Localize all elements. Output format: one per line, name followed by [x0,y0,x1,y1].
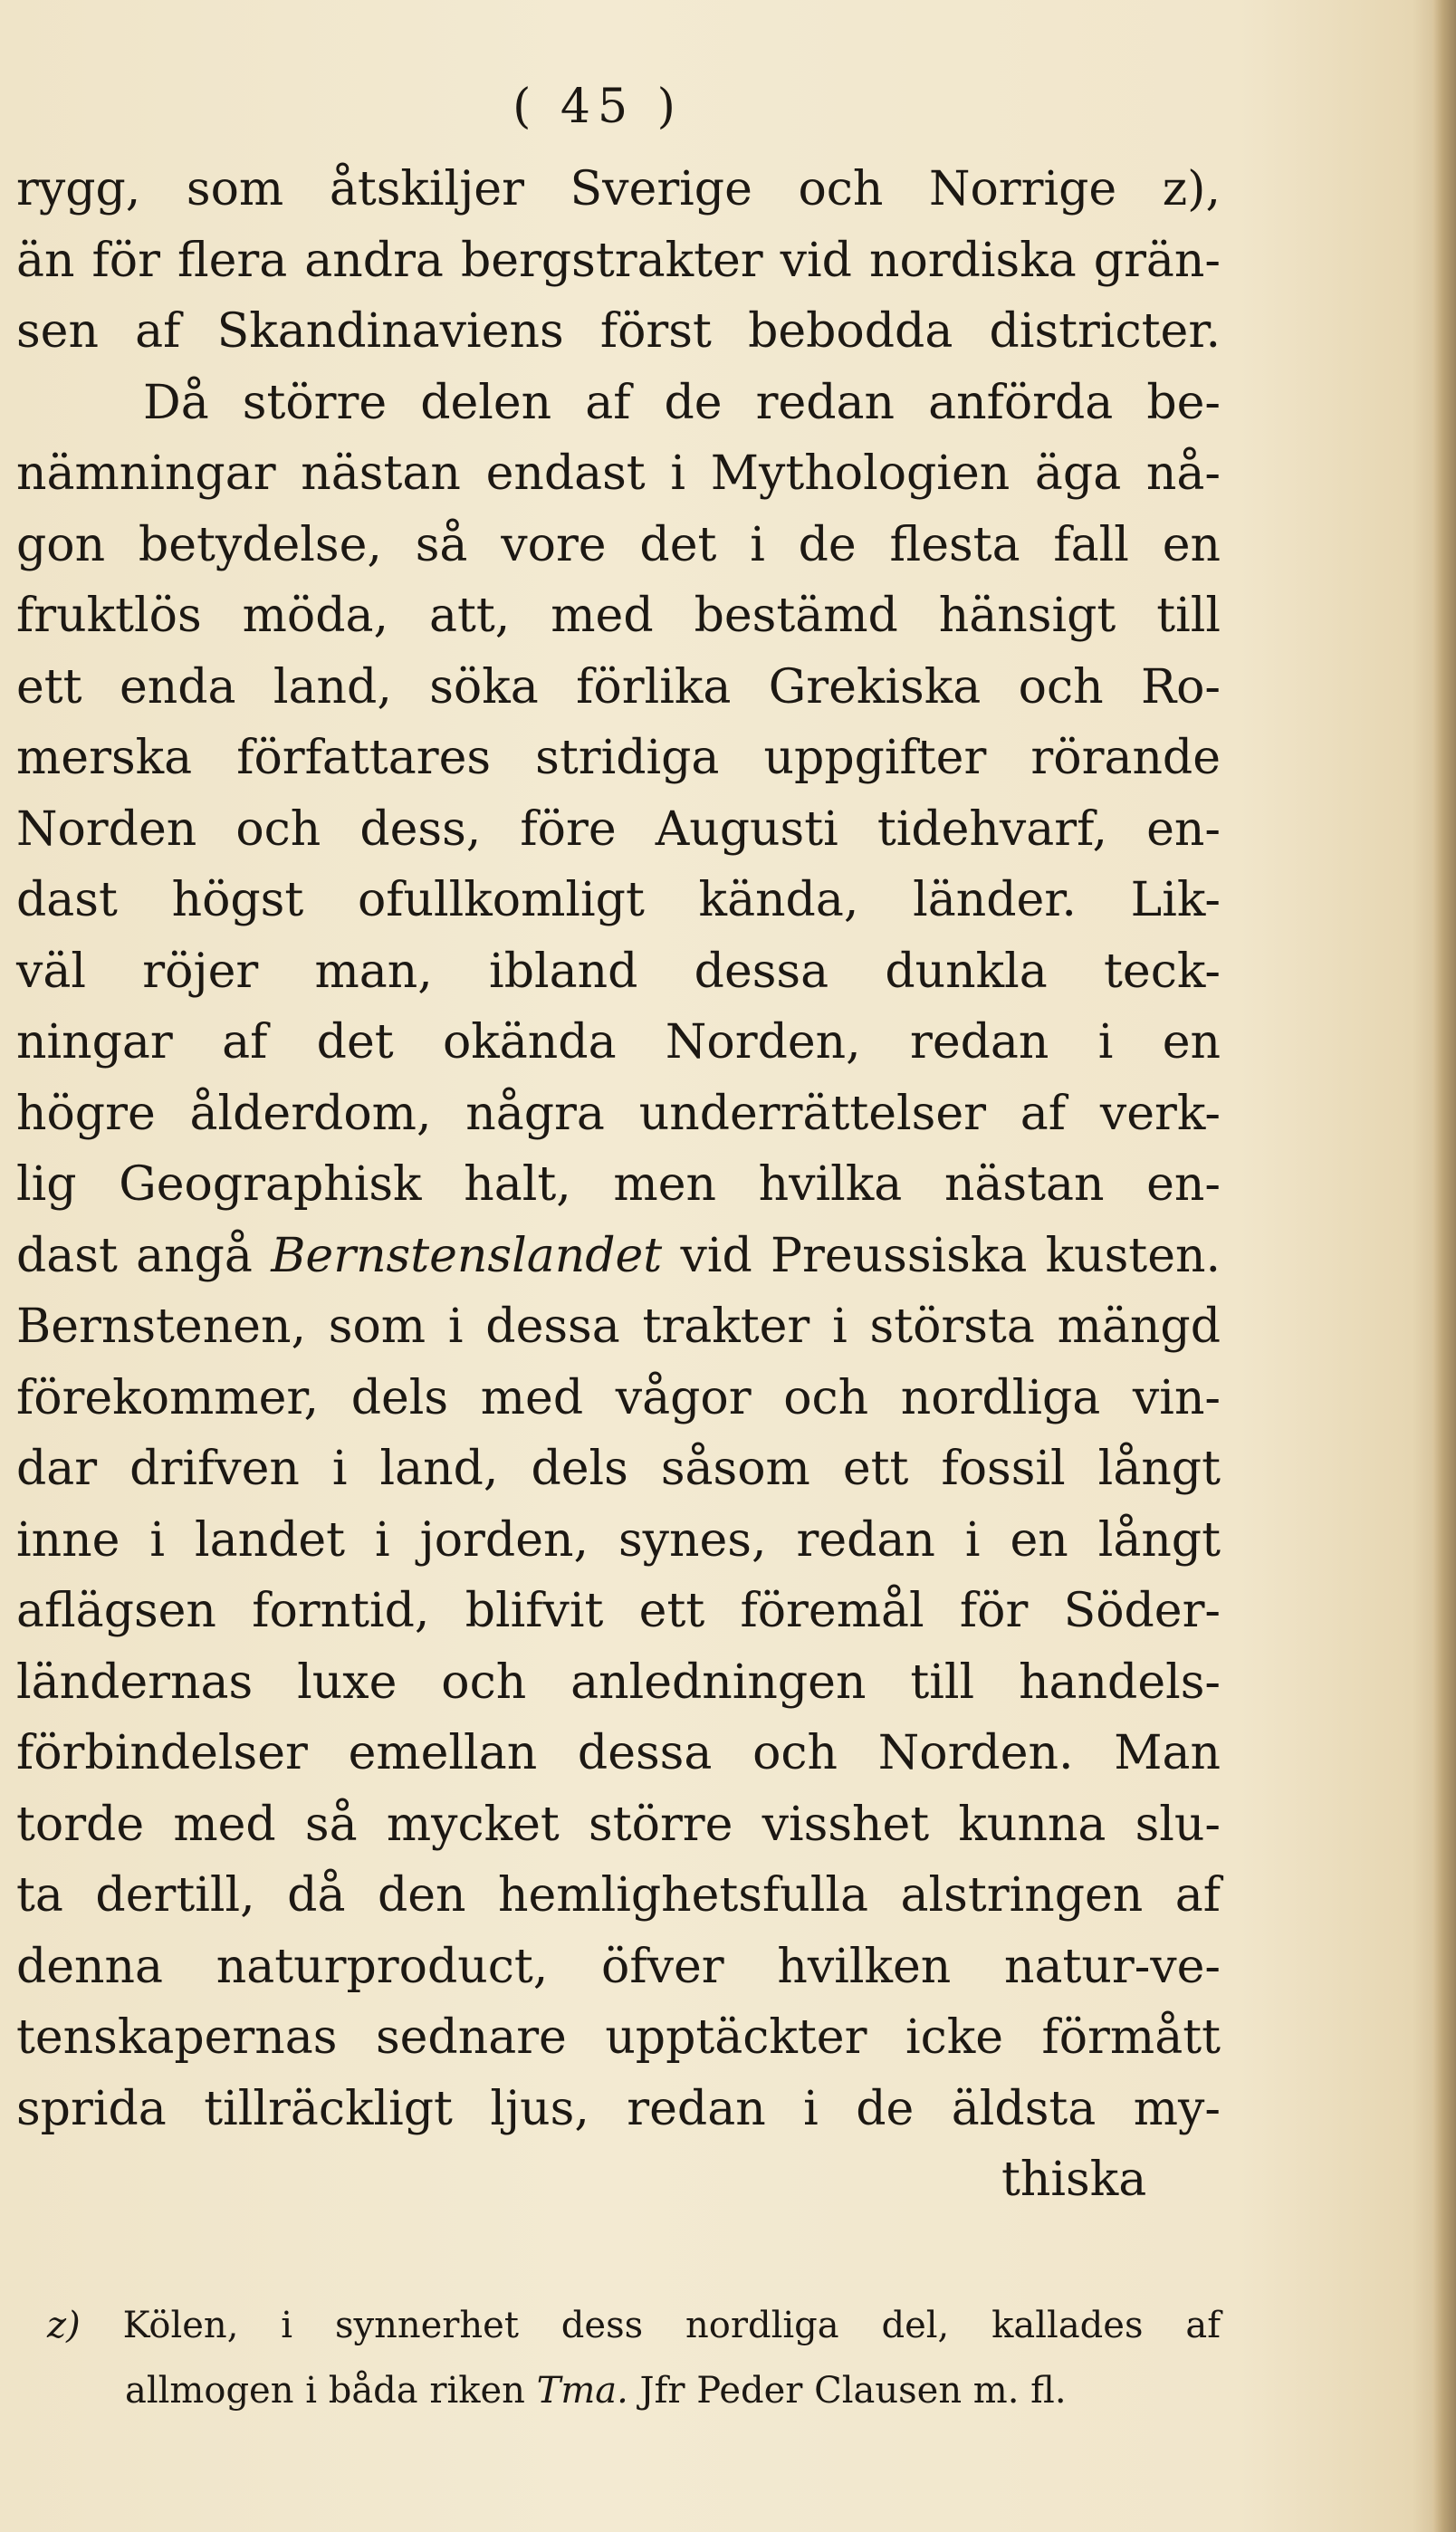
text-line-5: nämningar nästan endast i Mythologien äga nå- [16,446,1221,501]
text-line-15: lig Geographisk halt, men hvilka nästan en- [16,1157,1221,1212]
text-line-16 [16,1221,1221,1292]
text-line-6: gon betydelse, så vore det i de flesta fall en [16,517,1221,572]
text-line-19: dar drifven i land, dels såsom ett fossil långt [16,1442,1221,1496]
text-line-20: inne i landet i jorden, synes, redan i en långt [16,1512,1221,1568]
text-line-22: ländernas luxe och anledningen till handels- [16,1654,1221,1710]
italic-place-name: Bernstenslandet [271,1228,663,1283]
footnote-line-2 [16,2358,1221,2423]
text-line-3: sen af Skandinaviens först bebodda districter. [16,304,1221,359]
text-line-18: förekommer, dels med vågor och nordliga vin- [16,1370,1221,1425]
footnote-text-2-end: Jfr Peder Clausen m. fl. [627,2370,1067,2412]
text-line-7: fruktlös möda, att, med bestämd hänsigt till [16,589,1221,643]
text-line-28: sprida tillräckligt ljus, redan i de äldsta my- [16,2081,1221,2136]
footnote-text-2-start: allmogen i båda riken [125,2370,537,2412]
text-line-12: väl röjer man, ibland dessa dunkla teck- [16,944,1221,999]
footnote [16,2293,1221,2423]
text-line-26: denna naturproduct, öfver hvilken natur-ve- [16,1939,1221,1994]
text-line-16-start: dast angå [16,1228,272,1283]
body-text [16,154,1221,2216]
footnote-marker: z) [47,2305,81,2346]
text-line-9: merska författares stridiga uppgifter rörande [16,731,1221,785]
text-line-25: ta dertill, då den hemlighetsfulla alstringen af [16,1868,1221,1923]
text-line-21: aflägsen forntid, blifvit ett föremål för Söder- [16,1584,1221,1638]
text-line-11: dast högst ofullkomligt kända, länder. Lik- [16,873,1221,927]
text-line-1: rygg, som åtskiljer Sverige och Norrige z), [16,162,1221,216]
footnote-text-1: Kölen, i synnerhet dess nordliga del, kallades af [122,2305,1221,2346]
text-line-4: Då större delen af de redan anförda be- [143,375,1221,430]
text-line-8: ett enda land, söka förlika Grekiska och Ro- [16,659,1221,715]
text-line-17: Bernstenen, som i dessa trakter i största mängd [16,1300,1221,1354]
page-edge [1432,0,1456,2532]
catchword: thiska [1001,2153,1147,2207]
footnote-italic-term: Tma. [536,2370,628,2412]
text-line-13: ningar af det okända Norden, redan i en [16,1015,1221,1069]
text-line-10: Norden och dess, före Augusti tidehvarf, en- [16,801,1221,857]
text-line-23: förbindelser emellan dessa och Norden. Man [16,1726,1221,1780]
text-line-24: torde med så mycket större visshet kunna slu- [16,1797,1221,1852]
text-line-2: än för flera andra bergstrakter vid nordiska grän- [16,233,1221,288]
text-line-16-end: vid Preussiska kusten. [662,1228,1221,1283]
text-line-27: tenskapernas sednare upptäckter icke förmått [16,2010,1221,2065]
page-number: ( 45 ) [512,80,683,134]
text-line-14: högre ålderdom, några underrättelser af verk- [16,1086,1221,1141]
footnote-line-1 [16,2293,1221,2358]
